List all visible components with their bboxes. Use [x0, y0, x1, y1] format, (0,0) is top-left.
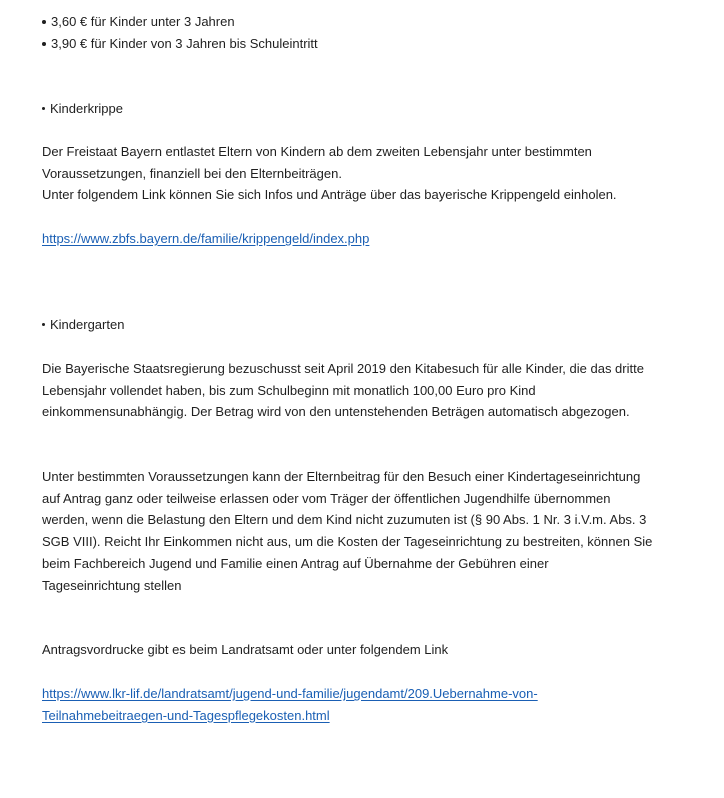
kindergarten-heading: Kindergarten [42, 314, 682, 336]
text-line: Der Freistaat Bayern entlastet Eltern von Kindern ab dem zweiten Lebensjahr unter bestimmten [42, 144, 592, 159]
krippengeld-link[interactable]: https://www.zbfs.bayern.de/familie/krippengeld/index.php [42, 231, 370, 246]
text-line: werden, wenn die Belastung den Eltern und dem Kind nicht zuzumuten ist (§ 90 Abs. 1 Nr. 3 i.V.m. Abs. 3 [42, 512, 647, 528]
krippe-paragraph [42, 141, 682, 206]
bullet-icon [42, 20, 46, 24]
bullet-icon [42, 107, 45, 110]
text-line: einkommensunabhängig. Der Betrag wird von den untenstehenden Beträgen automatisch abgezogen. [42, 404, 630, 420]
text-line: Lebensjahr vollendet haben, bis zum Schulbeginn mit monatlich 100,00 Euro pro Kind [42, 382, 536, 398]
forms-link-block [42, 683, 682, 726]
forms-text-block [42, 639, 682, 661]
text-line: Unter bestimmten Voraussetzungen kann der Elternbeitrag für den Besuch einer Kindertageseinrichtung [42, 469, 641, 484]
text-line: Die Bayerische Staatsregierung bezuschusst seit April 2019 den Kitabesuch für alle Kinder, die das dritte [42, 361, 644, 376]
forms-link-line-2[interactable]: Teilnahmebeitraegen-und-Tagespflegekosten.html [42, 707, 330, 723]
text-line: Voraussetzungen, finanziell bei den Elternbeiträgen. [42, 165, 342, 181]
forms-link-line-1[interactable]: https://www.lkr-lif.de/landratsamt/jugend-und-familie/jugendamt/209.Uebernahme-von- [42, 686, 538, 701]
krippe-link-block [42, 228, 682, 250]
price-list [42, 11, 682, 55]
bullet-icon [42, 42, 46, 46]
kindergarten-subsidy-paragraph [42, 358, 682, 423]
forms-text: Antragsvordrucke gibt es beim Landratsamt oder unter folgendem Link [42, 642, 449, 657]
bullet-icon [42, 323, 45, 326]
text-line: auf Antrag ganz oder teilweise erlassen oder vom Träger der öffentlichen Jugendhilfe übernommen [42, 490, 611, 506]
price-item-3-to-school: 3,90 € für Kinder von 3 Jahren bis Schuleintritt [42, 33, 682, 55]
text-line: Tageseinrichtung stellen [42, 577, 182, 593]
text-line: SGB VIII). Reicht Ihr Einkommen nicht aus, um die Kosten der Tageseinrichtung zu bestreiten, können Sie [42, 534, 653, 550]
text-line: beim Fachbereich Jugend und Familie einen Antrag auf Übernahme der Gebühren einer [42, 555, 549, 571]
text-line: Unter folgendem Link können Sie sich Infos und Anträge über das bayerische Krippengeld einholen. [42, 187, 617, 203]
krippe-heading: Kinderkrippe [42, 98, 682, 120]
fee-waiver-paragraph [42, 466, 682, 596]
price-item-under-3: 3,60 € für Kinder unter 3 Jahren [42, 11, 682, 33]
